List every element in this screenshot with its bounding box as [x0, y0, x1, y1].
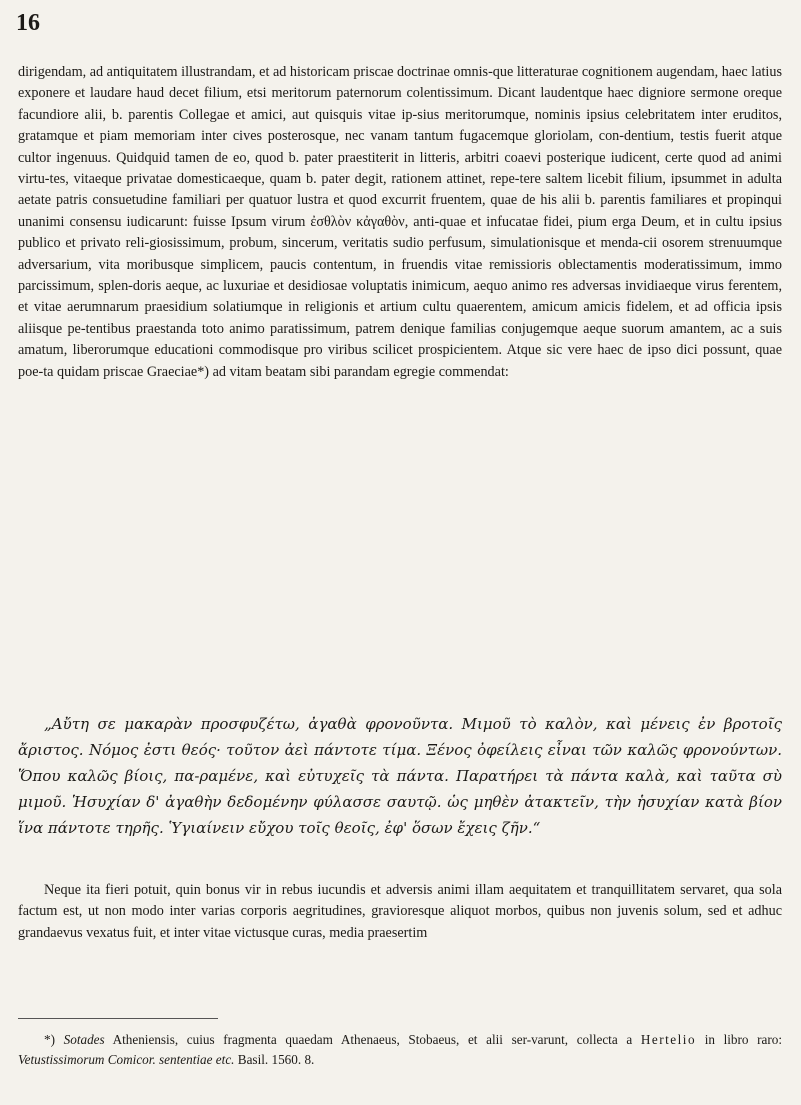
footnote-title: Vetustissimorum Comicor. sententiae etc.	[18, 1051, 235, 1067]
footnote-editor: Hertelio	[640, 1032, 697, 1047]
greek-quotation-text: „Αὔτη σε μακαρὰν προσφυζέτω, ἀγαθὰ φρονοῦντα. Μιμοῦ τὸ καλὸν, καὶ μένεις ἐν βροτοῖς ἄριστος. Νόμος ἐστι θεός· τοῦτον ἀεὶ πάντοτε τίμα. Ξένος ὀφείλεις εἶναι τῶν καλῶς φρονούντων. Ὅπου καλῶς βίοις, πα-ραμένε, καὶ εὐτυχεῖς τὰ πάντα. Παρατήρει τὰ πάντα καλὰ, καὶ ταῦτα σὺ μιμοῦ. Ἡσυχίαν δ' ἀγαθὴν δεδομένην φύλασσε σαυτῷ. ὡς μηθὲν ἀτακτεῖν, τὴν ἡσυχίαν κατὰ βίον ἵνα πάντοτε τηρῆς. Ὑγιαίνειν εὔχου τοῖς θεοῖς, ἐφ' ὅσων ἔχεις ζῆν.“	[18, 715, 782, 837]
footnote-author: Sotades	[63, 1032, 105, 1047]
footnote	[18, 1030, 782, 1069]
greek-quotation	[18, 711, 782, 841]
footnote-text-1: Atheniensis, cuius fragmenta quaedam Athenaeus, Stobaeus, et alii ser-varunt, collecta a	[112, 1032, 633, 1047]
following-paragraph-text: Neque ita fieri potuit, quin bonus vir in rebus iucundis et adversis animi illam aequitatem et tranquillitatem servaret, qua sola factum est, ut non modo inter varias corporis aegritudines, gravioresque aliquot morbos, quibus non juvenis solum, sed et adhuc grandaevus vexatus fuit, et inter vitae victusque curas, media praesertim	[18, 882, 782, 941]
footnote-text-2: in libro raro:	[704, 1032, 783, 1047]
following-paragraph	[18, 880, 782, 944]
main-text-block	[18, 62, 782, 383]
footnote-place: Basil. 1560. 8.	[237, 1051, 315, 1067]
page-number: 16	[16, 10, 40, 36]
main-paragraph: dirigendam, ad antiquitatem illustrandam, et ad historicam priscae doctrinae omnis-que litteraturae cognitionem augendam, haec latius exponere et laudare haud decet filium, etsi meritorum paternorum colentissimum. Dicant laudentque haec digniore sermone oreque facundiore alii, b. parentis Collegae et amici, aut quisquis vitae ip-sius meritorumque, nominis ipsius celebritatem inter eruditos, gratamque et piam memoriam inter cives posterosque, nec vanam tantum fugacemque gloriolam, con-dentium, testis fuerit atque cultor ingenuus. Quidquid tamen de eo, quod b. pater praestiterit in litteris, arbitri coaevi posterique iudicent, certe quod ad animi virtu-tes, vitaeque privatae domesticaeque, quam b. pater degit, rationem attinet, repe-tere saltem licebit filium, ipsummet in adulta aetate patris consuetudine familiari per quatuor lustra et quod excurrit fruentem, quae de his alii b. parentis familiares et propinqui unanimi consensu iudicarunt: fuisse Ipsum virum ἐσθλὸν κἀγαθὸν, anti-quae et infucatae fidei, pium erga Deum, et in cultu ipsius publico et privato reli-giosissimum, probum, sincerum, veritatis sudio perfusum, simulationisque et menda-cii osorem strenuumque adversarium, vita moribusque simplicem, paucis contentum, in fruendis vitae remissioris oblectamentis moderatissimum, immo parcissimum, splen-doris aeque, ac luxuriae et desidiosae voluptatis inimicum, aequo animo res adversas invidiaeque virus ferentem, et vitae aerumnarum praesidium solatiumque in religionis et artium cultu quaerentem, amicum amicis fidelem, et ad officia ipsis aliisque pe-tentibus praestanda toto animo paratissimum, patrem denique familias conjugemque aeque suorum amantem, ac a suis amatum, liberorumque educationi commodisque pro viribus scilicet prospicientem. Atque sic vere haec de ipso dici possunt, quae poe-ta quidam priscae Graeciae*) ad vitam beatam sibi parandam egregie commendat:	[18, 64, 782, 380]
footnote-marker: *)	[44, 1032, 55, 1047]
footnote-text	[18, 1030, 782, 1069]
footnote-divider	[18, 1018, 218, 1019]
